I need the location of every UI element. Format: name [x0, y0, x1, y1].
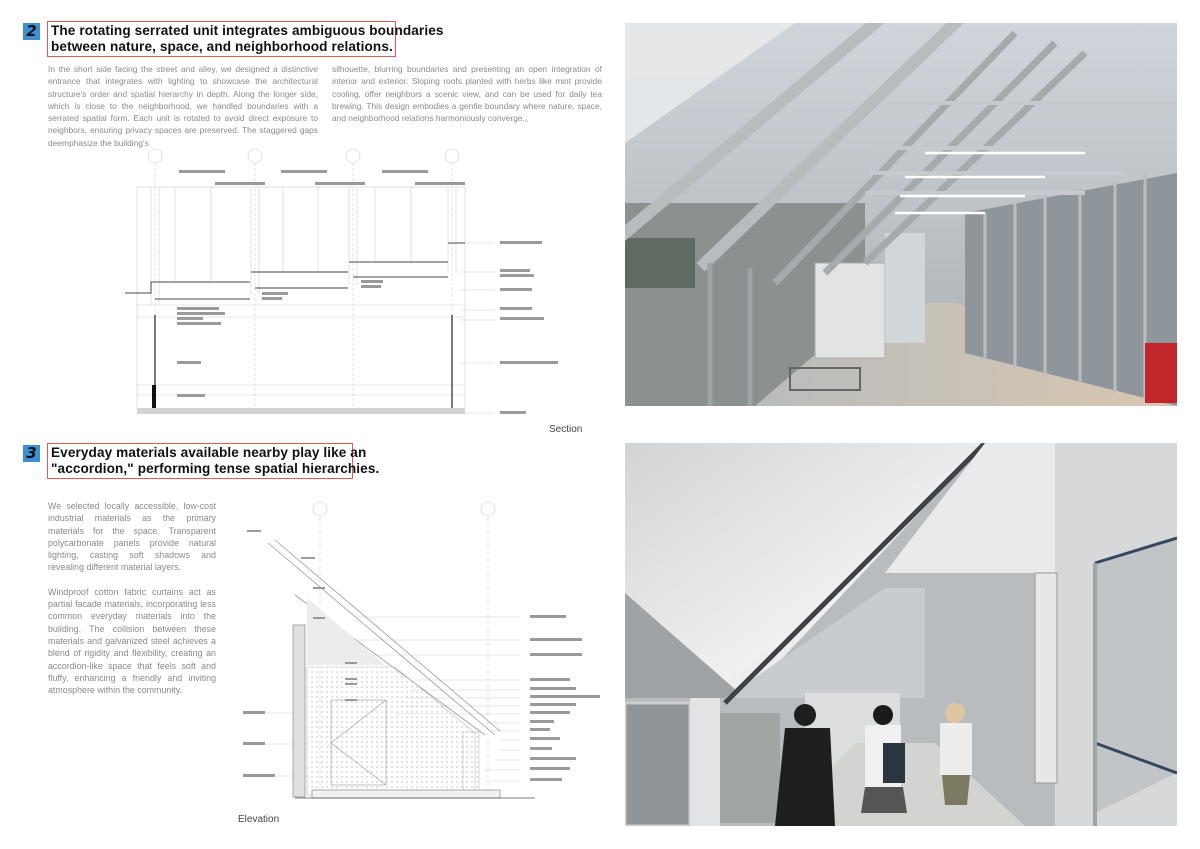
- section-heading: [47, 21, 444, 57]
- section-number-badge: 3: [23, 445, 40, 462]
- section-number-badge: 2: [23, 23, 40, 40]
- photo-polycarbonate-interior: [625, 443, 1177, 826]
- section-heading: [47, 443, 380, 479]
- heading-line: "accordion," performing tense spatial hierarchies.: [51, 461, 380, 476]
- elevation-drawing: [235, 495, 610, 805]
- heading-line: Everyday materials available nearby play like an: [51, 445, 367, 460]
- heading-line: The rotating serrated unit integrates ambiguous boundaries: [51, 23, 444, 38]
- section-caption: Section: [549, 424, 583, 435]
- body-text-column-left: In the short side facing the street and alley, we designed a distinctive entrance that integrates with lighting to showcase the architectural structure's order and spatial hierarchy in depth. Along the longer side, which is close to the neighborhood, we handled boundaries with a serrated spatial form. Each unit is rotated to avoid direct exposure to neighbors, ensuring privacy spaces are preserved. The staggered gaps deemphasize the building's: [48, 64, 318, 148]
- elevation-caption: Elevation: [238, 814, 280, 825]
- body-paragraph: We selected locally accessible, low-cost industrial materials as the primary materials for the space. Transparent polycarbonate panels provide natural lighting, casting soft shadows and revealing different material layers.: [48, 501, 216, 573]
- photo-steel-frame-corridor: [625, 23, 1177, 406]
- body-text-column: [48, 500, 216, 696]
- body-paragraph: Windproof cotton fabric curtains act as partial facade materials, incorporating less common everyday materials into the building. The collision between these materials and galvanized steel achieves a blend of rigidity and flexibility, creating an accordion-like space that feels soft and fluffy, enhancing a friendly and inviting atmosphere within the community.: [48, 586, 216, 696]
- section-drawing: [115, 145, 605, 420]
- heading-line: between nature, space, and neighborhood relations.: [51, 39, 393, 54]
- body-text-column-right: silhouette, blurring boundaries and presenting an open integration of interior and exterior. Sloping roofs planted with herbs like mint provide cooling, offer neighbors a scenic view, and can be used for daily tea brewing. This design embodies a gentle boundary where nature, space, and neighborhood relations harmoniously converge.。: [332, 64, 602, 124]
